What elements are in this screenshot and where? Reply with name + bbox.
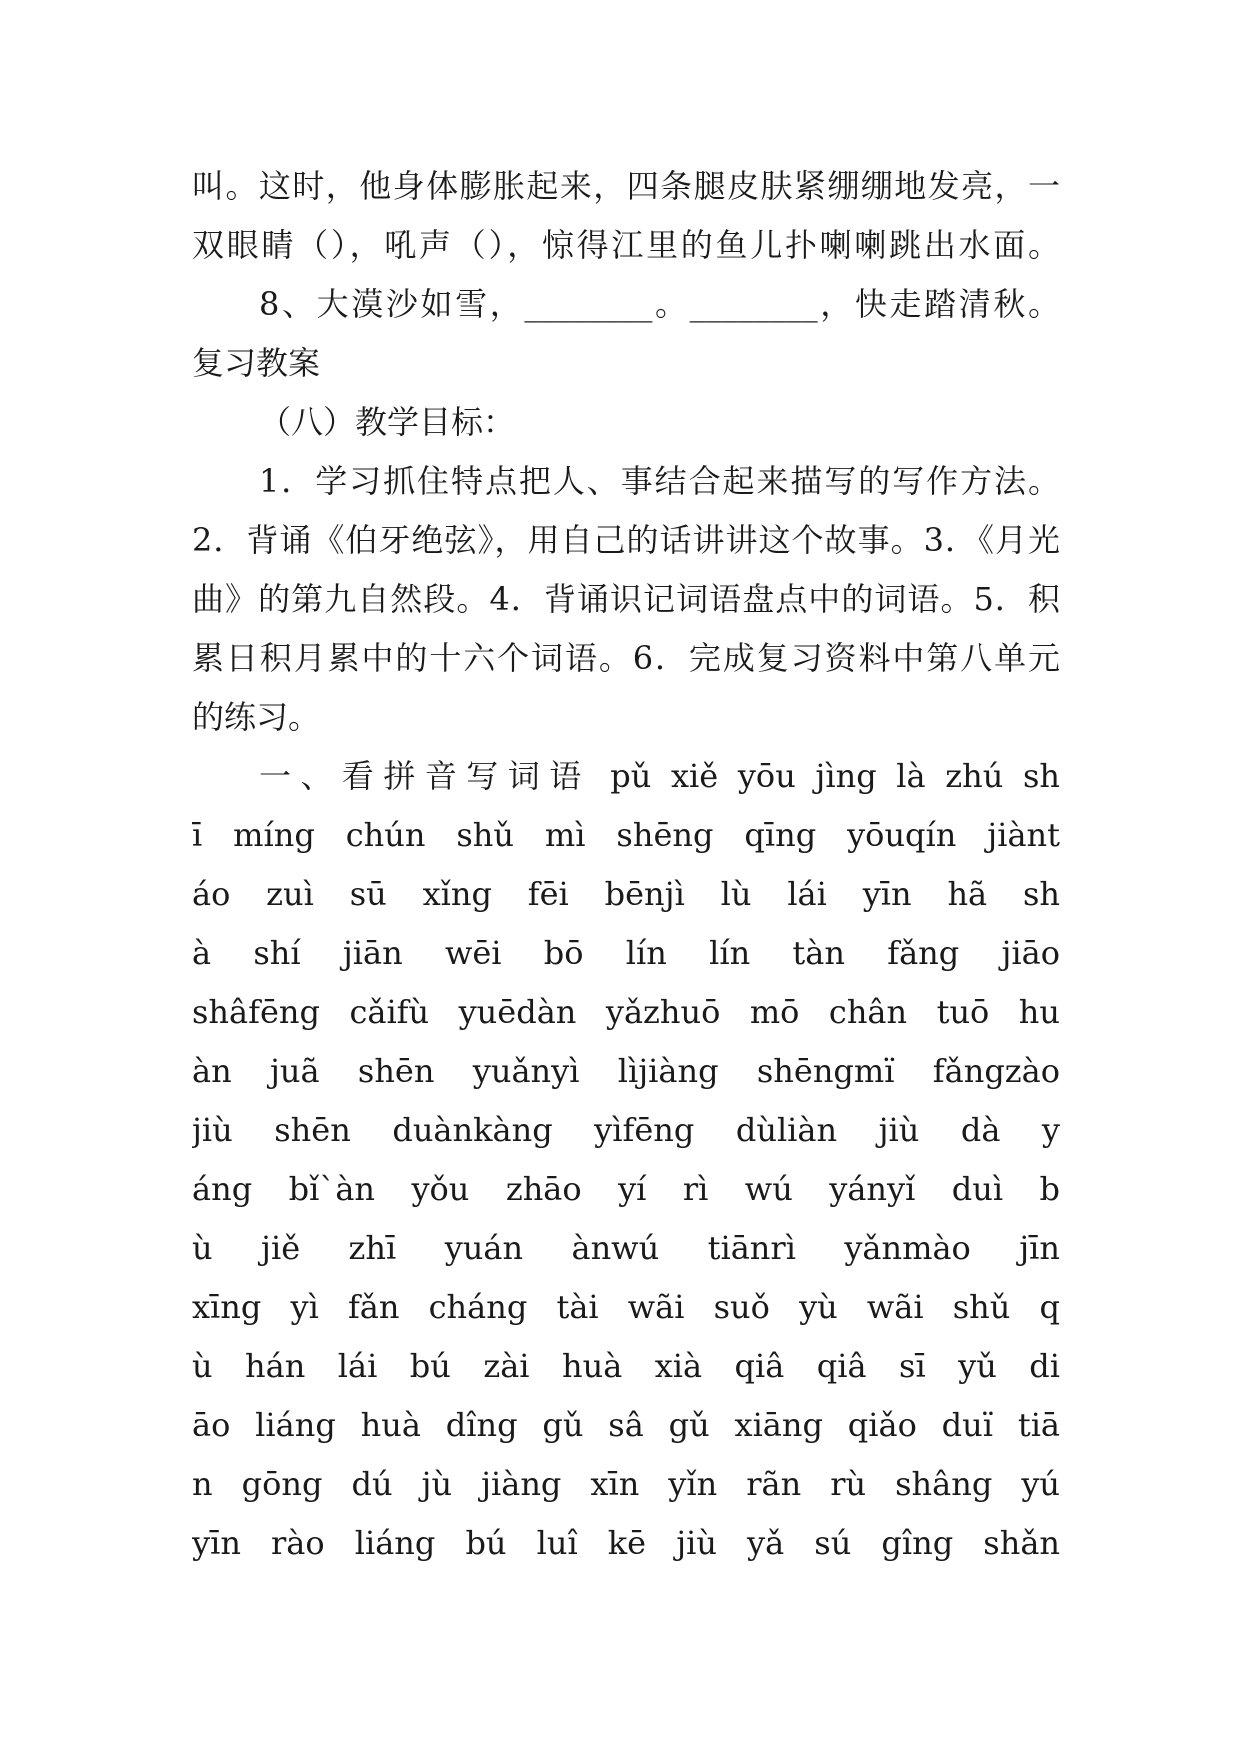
continuation-line: 双眼睛（），吼声（），惊得江里的鱼儿扑喇喇跳出水面。 bbox=[192, 226, 1060, 264]
pinyin-exercise-line: ù jiě zhī yuán ànwú tiānrì yǎnmào jīn bbox=[192, 1229, 1060, 1267]
continuation-line: 叫。这时，他身体膨胀起来，四条腿皮肤紧绷绷地发亮，一 bbox=[192, 167, 1060, 205]
document-body bbox=[192, 157, 1060, 1573]
pinyin-exercise-line: àn juã shēn yuǎnyì lìjiàng shēngmï fǎngzào bbox=[192, 1052, 1060, 1090]
pinyin-exercise-line: jiù shēn duànkàng yìfēng dùliàn jiù dà y bbox=[192, 1111, 1060, 1149]
pinyin-exercise-line: āo liáng huà dîng gǔ sâ gǔ xiāng qiǎo duï tiā bbox=[192, 1406, 1060, 1444]
section-title: 复习教案 bbox=[192, 344, 321, 382]
objectives-line: 1．学习抓住特点把人、事结合起来描写的写作方法。 bbox=[259, 462, 1060, 500]
pinyin-exercise-line: à shí jiān wēi bō lín lín tàn fǎng jiāo bbox=[192, 934, 1060, 972]
pinyin-exercise-line: áo zuì sū xǐng fēi bēnjì lù lái yīn hã sh bbox=[192, 875, 1060, 913]
pinyin-exercise-line: shâfēng cǎifù yuēdàn yǎzhuō mō chân tuō hu bbox=[192, 993, 1060, 1031]
objectives-line: 2．背诵《伯牙绝弦》，用自己的话讲讲这个故事。3．《月光 bbox=[192, 521, 1060, 559]
objectives-heading: （八）教学目标： bbox=[259, 403, 516, 441]
pinyin-exercise-line: yīn rào liáng bú luî kē jiù yǎ sú gîng shǎn bbox=[192, 1524, 1060, 1562]
pinyin-exercise-line: n gōng dú jù jiàng xīn yǐn rãn rù shâng yú bbox=[192, 1465, 1060, 1503]
pinyin-exercise-line: xīng yì fǎn cháng tài wãi suǒ yù wãi shǔ q bbox=[192, 1288, 1060, 1326]
pinyin-exercise-line: áng bǐ`àn yǒu zhāo yí rì wú yányǐ duì b bbox=[192, 1170, 1060, 1208]
pinyin-exercise-line: ù hán lái bú zài huà xià qiâ qiâ sī yǔ di bbox=[192, 1347, 1060, 1385]
objectives-line: 曲》的第九自然段。4．背诵识记词语盘点中的词语。5．积 bbox=[192, 580, 1060, 618]
pinyin-exercise-line: 一、看拼音写词语 pǔ xiě yōu jìng là zhú sh bbox=[259, 757, 1060, 795]
poem-fill-blank-line: 8、大漠沙如雪，________。________，快走踏清秋。 bbox=[259, 285, 1060, 323]
pinyin-exercise-line: ī míng chún shǔ mì shēng qīng yōuqín jiànt bbox=[192, 816, 1060, 854]
objectives-line: 的练习。 bbox=[192, 698, 321, 736]
objectives-line: 累日积月累中的十六个词语。6．完成复习资料中第八单元 bbox=[192, 639, 1060, 677]
